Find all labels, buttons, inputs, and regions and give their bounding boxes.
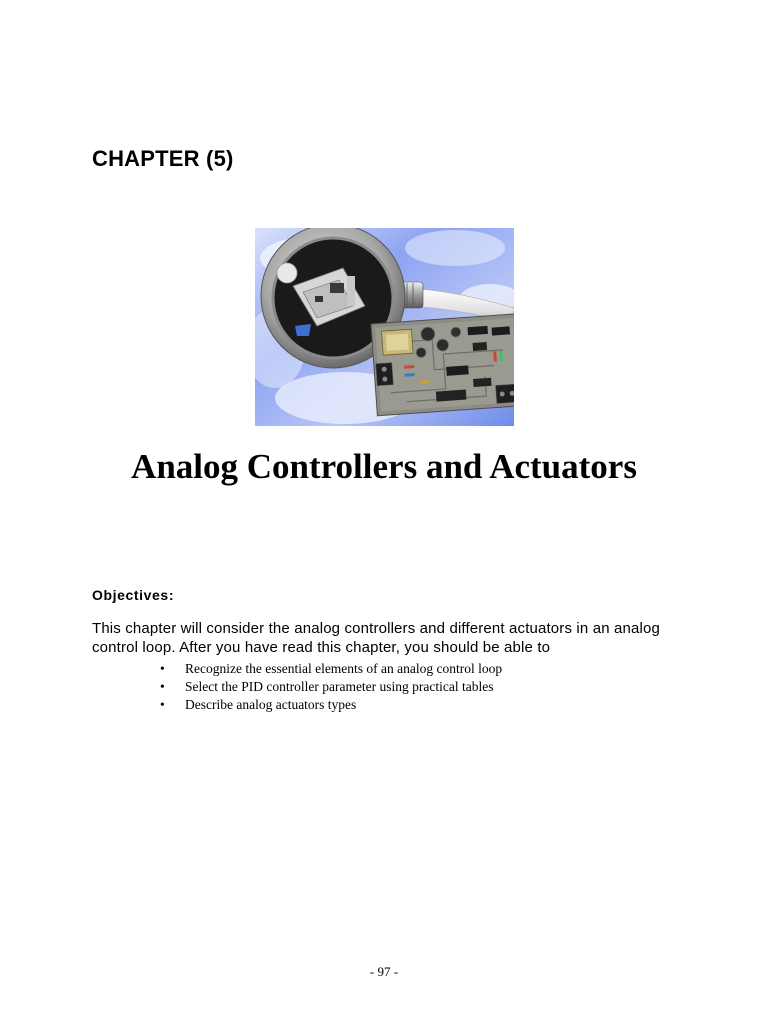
bullet-icon: • bbox=[160, 679, 165, 694]
main-title: Analog Controllers and Actuators bbox=[131, 447, 637, 486]
sensor-and-circuit-board-photo-icon bbox=[255, 228, 514, 426]
objective-text: Recognize the essential elements of an analog control loop bbox=[185, 661, 503, 676]
bullet-icon: • bbox=[160, 697, 165, 712]
objective-text: Select the PID controller parameter using practical tables bbox=[185, 679, 494, 694]
list-item bbox=[160, 696, 502, 714]
chapter-heading: CHAPTER (5) bbox=[92, 146, 234, 171]
page-number: - 97 - bbox=[369, 964, 399, 979]
objectives-heading: Objectives: bbox=[92, 587, 175, 603]
objective-text: Describe analog actuators types bbox=[185, 697, 357, 712]
list-item bbox=[160, 678, 502, 696]
bullet-icon: • bbox=[160, 661, 165, 676]
chapter-figure bbox=[255, 228, 514, 426]
objectives-list bbox=[160, 660, 502, 714]
objectives-intro: This chapter will consider the analog controllers and different actuators in an analog control loop. After you have read this chapter, you should be able to bbox=[92, 620, 660, 656]
list-item bbox=[160, 660, 502, 678]
